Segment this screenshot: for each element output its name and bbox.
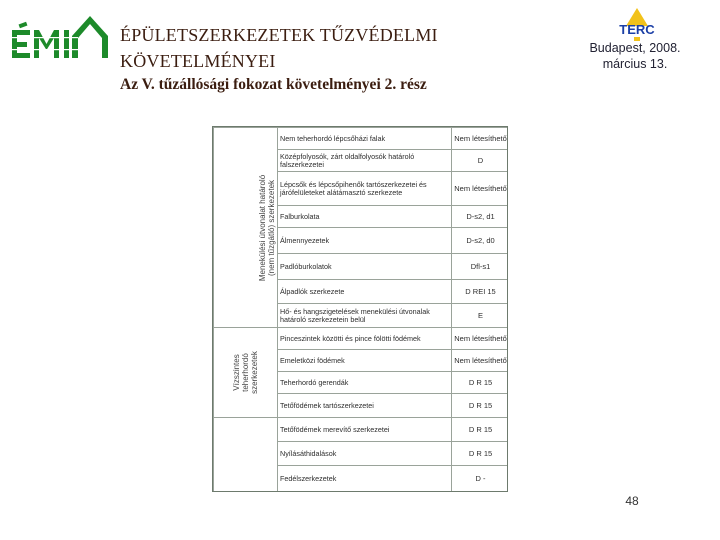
group-label-horizontal-structures: Vízszintes teherhordó szerkezetek bbox=[214, 328, 278, 418]
requirement-cell: E bbox=[452, 304, 509, 328]
title-line-1: ÉPÜLETSZERKEZETEK TŰZVÉDELMI bbox=[120, 25, 438, 45]
requirement-cell: D bbox=[452, 150, 509, 172]
place-date-line-2: március 13. bbox=[602, 57, 668, 71]
structure-cell: Teherhordó gerendák bbox=[278, 372, 452, 394]
group-label-escape-routes: Menekülési útvonalat határoló (nem tűzgátló) szerkezetek bbox=[214, 128, 278, 328]
structure-cell: Tetőfödémek tartószerkezetei bbox=[278, 394, 452, 418]
structure-cell: Nem teherhordó lépcsőházi falak bbox=[278, 128, 452, 150]
requirement-cell: Nem létesíthető bbox=[452, 172, 509, 206]
requirement-cell: Dfl-s1 bbox=[452, 254, 509, 280]
place-date bbox=[560, 40, 710, 72]
page-subtitle: Az V. tűzállósági fokozat követelményei 2. rész bbox=[120, 76, 427, 93]
emi-logo bbox=[10, 10, 108, 62]
requirement-cell: D R 15 bbox=[452, 372, 509, 394]
structure-cell: Hő- és hangszigetelések menekülési útvonalak határoló szerkezetein belül bbox=[278, 304, 452, 328]
table-row bbox=[214, 418, 509, 442]
requirement-cell: Nem létesíthető bbox=[452, 350, 509, 372]
requirements-table-image bbox=[212, 126, 508, 492]
requirement-cell: Nem létesíthető bbox=[452, 328, 509, 350]
structure-cell: Álpadlók szerkezete bbox=[278, 280, 452, 304]
requirement-cell: D REI 15 bbox=[452, 280, 509, 304]
structure-cell: Nyílásáthidalások bbox=[278, 442, 452, 466]
structure-cell: Középfolyosók, zárt oldalfolyosók határoló falszerkezetei bbox=[278, 150, 452, 172]
group-label-empty bbox=[214, 418, 278, 492]
structure-cell: Padlóburkolatok bbox=[278, 254, 452, 280]
requirements-table bbox=[213, 127, 508, 492]
requirement-cell: D-s2, d1 bbox=[452, 206, 509, 228]
table-row bbox=[214, 328, 509, 350]
title-line-2: KÖVETELMÉNYEI bbox=[120, 51, 276, 71]
structure-cell: Fedélszerkezetek bbox=[278, 466, 452, 492]
requirement-cell: Nem létesíthető bbox=[452, 128, 509, 150]
structure-cell: Tetőfödémek merevítő szerkezetei bbox=[278, 418, 452, 442]
table-row bbox=[214, 128, 509, 150]
requirement-cell: D-s2, d0 bbox=[452, 228, 509, 254]
requirement-cell: D R 15 bbox=[452, 418, 509, 442]
terc-logo bbox=[612, 6, 662, 44]
requirement-cell: D - bbox=[452, 466, 509, 492]
structure-cell: Emeletközi födémek bbox=[278, 350, 452, 372]
requirement-cell: D R 15 bbox=[452, 394, 509, 418]
requirement-cell: D R 15 bbox=[452, 442, 509, 466]
structure-cell: Álmennyezetek bbox=[278, 228, 452, 254]
structure-cell: Pinceszintek közötti és pince fölötti födémek bbox=[278, 328, 452, 350]
page-title bbox=[120, 22, 520, 74]
structure-cell: Falburkolata bbox=[278, 206, 452, 228]
structure-cell: Lépcsők és lépcsőpihenők tartószerkezetei és járófelületeket alátámasztó szerkezete bbox=[278, 172, 452, 206]
svg-text:TERC: TERC bbox=[619, 22, 655, 37]
page-number: 48 bbox=[625, 494, 639, 508]
place-date-line-1: Budapest, 2008. bbox=[589, 41, 681, 55]
